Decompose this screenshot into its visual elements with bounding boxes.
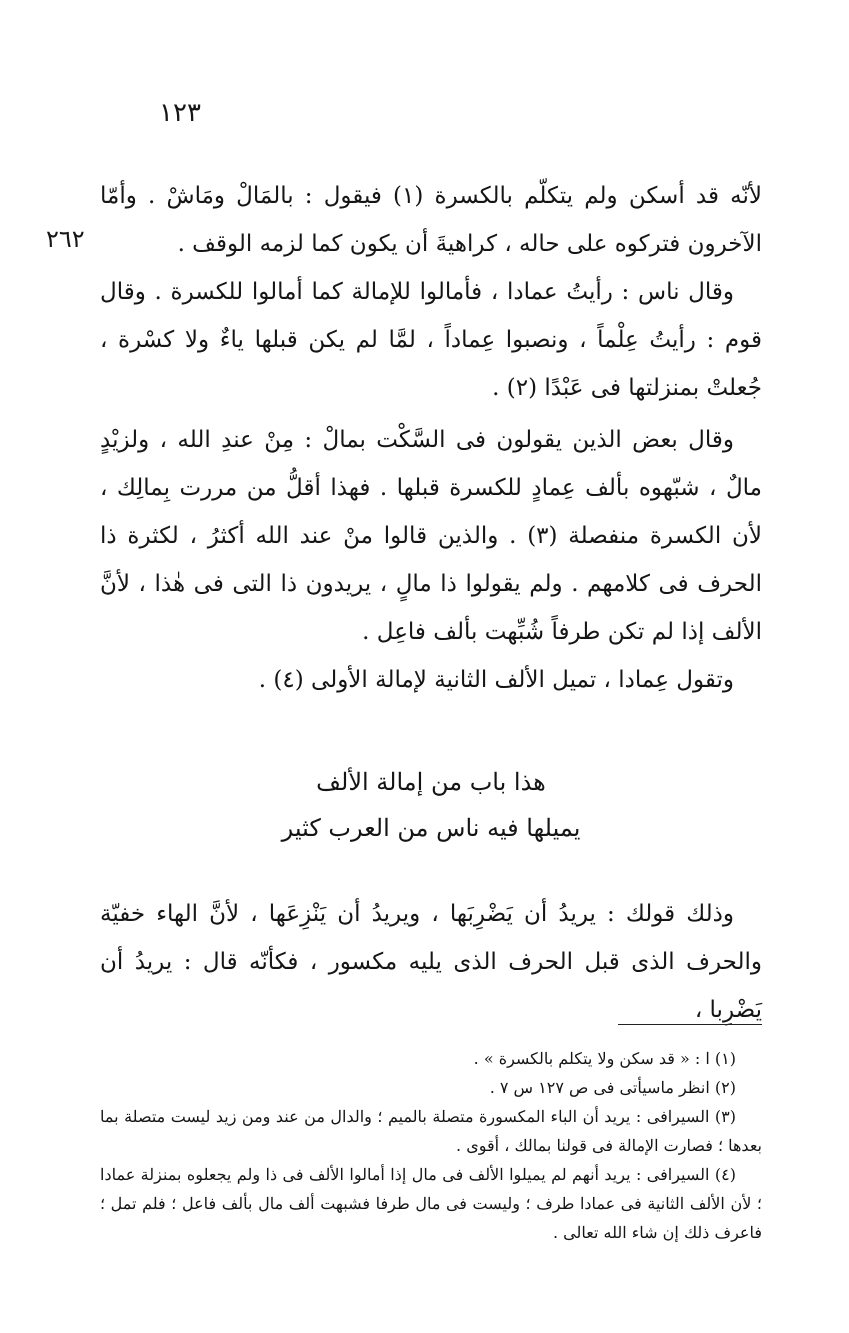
paragraph-4: وتقول عِمادا ، تميل الألف الثانية لإمالة الأولى (٤) .	[258, 667, 734, 693]
footnote-1: (١) ا : « قد سكن ولا يتكلم بالكسرة » .	[473, 1049, 736, 1068]
paragraph-2: وقال ناس : رأيتُ عمادا ، فأمالوا للإمالة كما أمالوا للكسرة . وقال قوم : رأيتُ عِلْماً ، ونصبوا عِماداً ، لمَّا لم يكن قبلها ياءٌ ولا كسْرة ، جُعلتْ بمنزلتها فى عَبْدًا (٢) .	[100, 279, 762, 401]
footnotes	[100, 1044, 762, 1247]
chapter-heading-subtitle: يميلها فيه ناس من العرب كثير	[281, 814, 581, 842]
footnote-3: (٣) السيرافى : يريد أن الباء المكسورة متصلة بالميم ؛ والدال من عند ومن زيد ليست متصلة بما بعدها ؛ فصارت الإمالة فى قولنا بمالك ، أقوى .	[100, 1107, 762, 1155]
paragraph-1: لأنّه قد أسكن ولم يتكلّم بالكسرة (١) فيقول : بالمَالْ ومَاشْ . وأمّا الآخرون فتركوه على حاله ، كراهيةَ أن يكون كما لزمه الوقف .	[100, 183, 762, 257]
paragraph-3: وقال بعض الذين يقولون فى السَّكْت بمالْ : مِنْ عندِ الله ، ولزيْدٍ مالٌ ، شبّهوه بألف عِمادٍ للكسرة قبلها . فهذا أقلُّ من مررت بِمالِك ، لأن الكسرة منفصلة (٣) . والذين قالوا منْ عند الله أكثرُ ، لكثرة ذا الحرف فى كلامهم . ولم يقولوا ذا مالٍ ، يريدون ذا التى فى هٰذا ، لأنَّ الألف إذا لم تكن طرفاً شُبِّهت بألف فاعِل .	[100, 427, 762, 645]
body-text-block-2	[100, 416, 762, 704]
body-text-block-3	[100, 890, 762, 1034]
footnote-divider	[618, 1024, 762, 1025]
margin-reference-number: ٢٦٢	[46, 225, 85, 253]
footnote-2: (٢) انظر ماسيأتى فى ص ١٢٧ س ٧ .	[489, 1078, 736, 1097]
body-text-block-1	[100, 172, 762, 412]
footnote-4: (٤) السيرافى : يريد أنهم لم يميلوا الألف فى مال إذا أمالوا الألف فى ذا ولم يجعلوه بمنزلة عمادا ؛ لأن الألف الثانية فى عمادا طرف ؛ وليست فى مال طرفا فشبهت ألف مال بألف فاعل ؛ فلم تمل ؛ فاعرف ذلك إن شاء الله تعالى .	[100, 1165, 762, 1242]
chapter-heading-title: هذا باب من إمالة الألف	[316, 768, 546, 796]
paragraph-5: وذلك قولك : يريدُ أن يَضْرِبَها ، ويريدُ أن يَنْزِعَها ، لأنَّ الهاء خفيّة والحرف الذى قبل الحرف الذى يليه مكسور ، فكأنّه قال : يريدُ أن يَضْرِبا ،	[100, 901, 762, 1023]
page-number: ١٢٣	[159, 98, 201, 128]
